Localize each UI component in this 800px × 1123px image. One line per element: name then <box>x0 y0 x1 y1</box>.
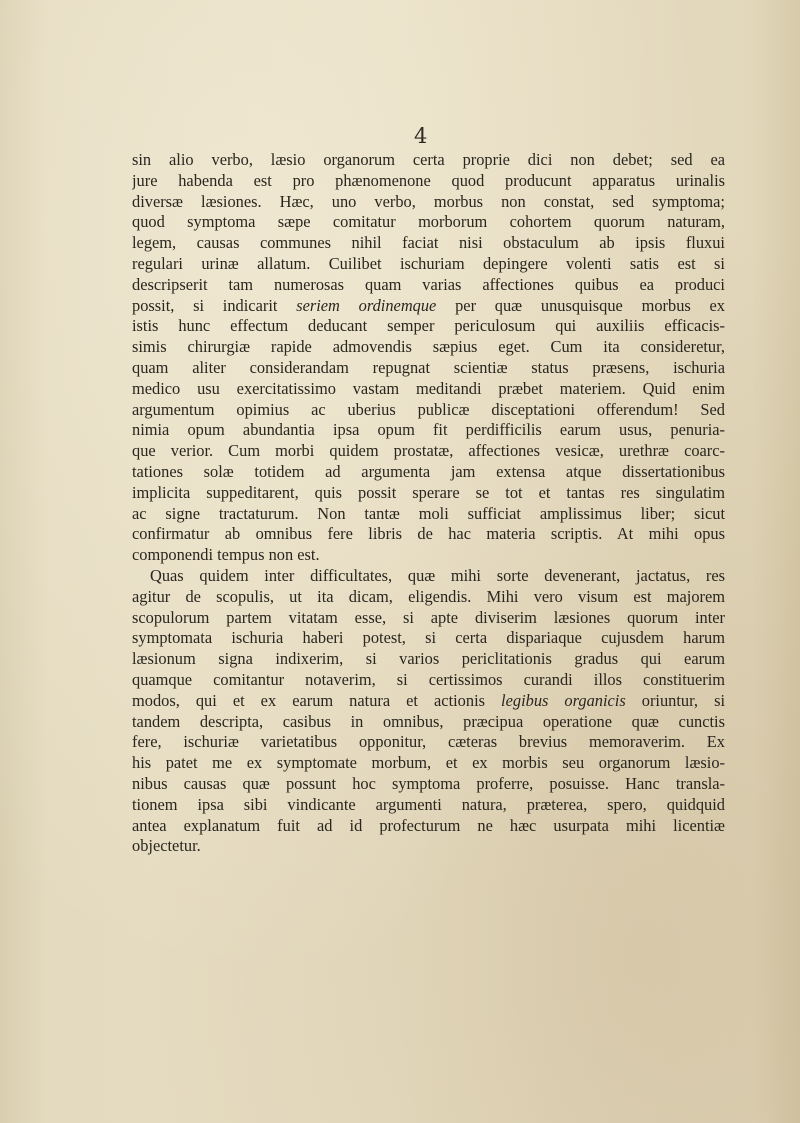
text-line: tationes solæ totidem ad argumenta jam extensa atque dissertationibus <box>132 461 725 481</box>
text-line: tandem descripta, casibus in omnibus, præcipua operatione quæ cunctis <box>132 711 725 731</box>
text-line: medico usu exercitatissimo vastam meditandi præbet materiem. Quid enim <box>132 378 725 398</box>
text-line: his patet me ex symptomate morbum, et ex morbis seu organorum læsio- <box>132 753 725 773</box>
text-line: legem, causas communes nihil faciat nisi obstaculum ab ipsis fluxui <box>132 233 725 253</box>
text-line: sin alio verbo, læsio organorum certa proprie dici non debet; sed ea <box>132 150 725 169</box>
text-line: ac signe tractaturum. Non tantæ moli sufficiat amplissimus liber; sicut <box>132 503 725 523</box>
body-text <box>132 150 725 857</box>
italic-phrase: seriem ordinemque <box>296 295 437 315</box>
page-number: 4 <box>414 124 428 148</box>
text-line: confirmatur ab omnibus fere libris de hac materia scriptis. At mihi opus <box>132 524 725 544</box>
text-line: quamque comitantur notaverim, si certissimos curandi illos constituerim <box>132 669 725 689</box>
text-line-with-italic <box>132 691 725 712</box>
text-line: que verior. Cum morbi quidem prostatæ, affectiones vesicæ, urethræ coarc- <box>132 441 725 461</box>
text-run: per quæ unusquisque morbus ex <box>436 295 725 315</box>
text-line: nimia opum abundantia ipsa opum fit perdifficilis earum usus, penuria- <box>132 420 725 440</box>
text-line: antea explanatum fuit ad id profecturum ne hæc usurpata mihi licentiæ <box>132 815 725 835</box>
italic-phrase: legibus organicis <box>501 690 626 710</box>
text-line: Quas quidem inter difficultates, quæ mihi sorte devenerant, jactatus, res <box>150 565 725 585</box>
text-line: fere, ischuriæ varietatibus opponitur, cæteras brevius memoraverim. Ex <box>132 732 725 752</box>
text-run: modos, qui et ex earum natura et actionis <box>132 690 502 710</box>
text-line: jure habenda est pro phænomenone quod producunt apparatus urinalis <box>132 170 725 190</box>
text-line: symptomata ischuria haberi potest, si certa dispariaque cujusdem harum <box>132 628 725 648</box>
text-line: diversæ læsiones. Hæc, uno verbo, morbus non constat, sed symptoma; <box>132 191 725 211</box>
text-run: possit, si indicarit <box>132 295 297 315</box>
text-line: nibus causas quæ possunt hoc symptoma proferre, posuisse. Hanc transla- <box>132 773 725 793</box>
text-line: implicita suppeditarent, quis possit sperare se tot et tantas res singulatim <box>132 482 725 502</box>
text-line: quod symptoma sæpe comitatur morborum cohortem quorum naturam, <box>132 212 725 232</box>
text-line: læsionum signa indixerim, si varios periclitationis gradus qui earum <box>132 649 725 669</box>
text-line: istis hunc effectum deducant semper periculosum qui auxiliis efficacis- <box>132 316 725 336</box>
text-line: tionem ipsa sibi vindicante argumenti natura, præterea, spero, quidquid <box>132 794 725 814</box>
text-line: simis chirurgiæ rapide admovendis sæpius eget. Cum ita consideretur, <box>132 337 725 357</box>
text-run: oriuntur, si <box>625 690 725 710</box>
text-line: regulari urinæ allatum. Cuilibet ischuriam depingere volenti satis est si <box>132 253 725 273</box>
text-line: agitur de scopulis, ut ita dicam, eligendis. Mihi vero visum est majorem <box>132 586 725 606</box>
text-line: descripserit tam numerosas quam varias affectiones quibus ea produci <box>132 274 725 294</box>
paragraph-1 <box>132 150 725 566</box>
text-line: scopulorum partem vitatam esse, si apte diviserim læsiones quorum inter <box>132 607 725 627</box>
paragraph-2 <box>132 566 725 857</box>
text-line: objectetur. <box>132 836 201 856</box>
text-line: argumentum opimius ac uberius publicæ disceptationi offerendum! Sed <box>132 399 725 419</box>
text-line-with-italic <box>132 296 725 317</box>
text-line: quam aliter considerandam repugnat scientiæ status præsens, ischuria <box>132 357 725 377</box>
text-line: componendi tempus non est. <box>132 545 320 565</box>
